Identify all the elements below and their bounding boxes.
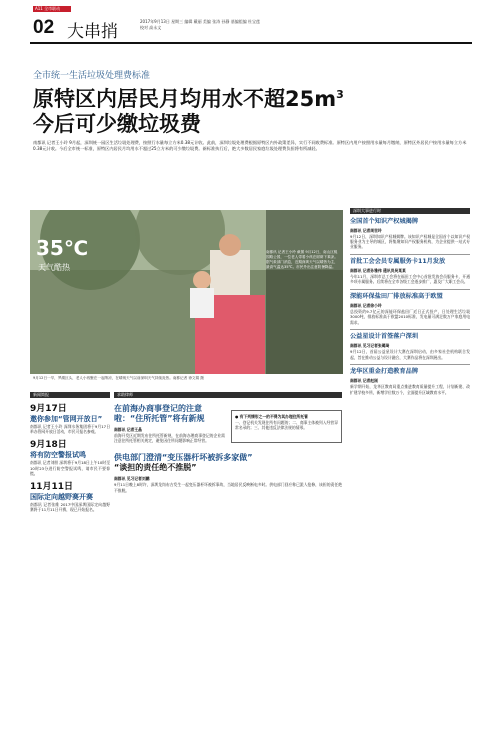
divider	[350, 364, 470, 365]
right-story	[350, 333, 470, 364]
right-story-body: 新学期开始，龙华区教育局重点推进教育质量提升工程，计划新建、改扩建学校多所，新增学位数万个，全面提升区域教育水平。	[350, 384, 470, 395]
divider	[350, 329, 470, 330]
brief-item	[30, 440, 110, 476]
temperature-label: 35℃	[36, 236, 89, 260]
right-story	[350, 258, 470, 289]
section-badge: A11 全市联动·2017	[33, 6, 71, 12]
lead-headline	[33, 82, 344, 137]
brief-title: 将有防空警报试鸣	[30, 451, 86, 460]
right-story-body: 9月12日，深圳知识产权城揭牌。该知识产权城是全国首个以知识产权服务业为主导的城区，将集聚知识产权服务机构，为企业提供一站式专业服务。	[350, 234, 470, 250]
masthead-info: 2017年9月13日 星期三 编辑 戴丽 美编 张涛 孙静 基编组编 杜宝莲 校对 高永文	[140, 19, 260, 30]
photo-side-caption: 南都讯 记者王小玲 截图 9月12日，南山区桃园路公园，一位老人带着小孩在树荫下乘凉。据气象部门消息，近期深圳天气以晴热为主，最高气温达35℃。市民外出注意防暑降温。	[266, 250, 338, 269]
divider	[350, 254, 470, 255]
brief-date: 11月11日	[30, 482, 74, 493]
right-story-byline: 南都讯 记者徐小玲	[350, 303, 382, 309]
left-column	[30, 392, 110, 512]
brief-title: 国际定向越野赛开赛	[30, 493, 93, 502]
right-story	[350, 218, 470, 254]
right-story-title: 龙华区重金打造教育品牌	[350, 368, 419, 376]
info-box-body: 一、登记机关发现住所有问题的；二、商事主体被列入经营异常名录的；三、其他违反法律法规的情形。	[234, 420, 338, 431]
brief-item	[30, 482, 110, 512]
headline-superscript: 3	[336, 88, 344, 101]
lead-body: 南都讯 记者王小玲 9月起，深圳统一园区生活垃圾处理费，按照行水量每立方米0.38元计收。此前，深圳垃圾处理费根据原特区内外政策差异，实行不同收费标准。原特区内用户按照用水量每月缴纳，原特区外居民户按用水量每立方米0.38元计收。今后全市统一标准，原特区内居民月均用水不超过25立方米的可少缴垃圾费。新标准执行后，绝大多数居民家庭垃圾处理费负担将有所减轻。	[33, 140, 467, 151]
right-story-byline: 南都讯 记者孙雅伟 通讯员吴某某	[350, 268, 406, 274]
story-byline: 南都讯 记者王晶	[114, 427, 142, 432]
middle-column	[114, 392, 342, 493]
right-column-band: 深圳大事进行时	[350, 208, 470, 214]
headline-line-1: 原特区内居民月均用水不超25m	[33, 87, 337, 111]
brief-date: 9月18日	[30, 440, 67, 451]
lead-photo	[30, 210, 343, 374]
brief-body: 南都讯 记者王小玲 深圳水务集团将于9月17日举办管网开放日活动，市民可报名参观。	[30, 424, 110, 435]
page-header	[0, 0, 499, 44]
brief-body: 南都讯 记者张维 2017中国深圳国际定向越野赛将于11月11日开赛，现已开始报名。	[30, 502, 110, 513]
page-number: 02	[33, 17, 55, 38]
lead-kicker: 全市统一生活垃圾处理费标准	[33, 71, 151, 81]
photo-illustration	[30, 210, 343, 374]
brief-date: 9月17日	[30, 404, 67, 414]
header-rule	[30, 42, 472, 44]
right-story-title: 首批工会会员专属服务卡11月发放	[350, 258, 446, 266]
page-title: 大串捎	[67, 22, 118, 42]
right-story	[350, 293, 470, 329]
story-body: 前海开发区近期发布住所托管新规，在前海办理商事登记的企业需注意住所托管相关规定，避免因住所问题影响正常经营。	[114, 433, 225, 444]
info-box	[231, 410, 342, 443]
right-story-title: 全国首个知识产权城揭牌	[350, 218, 419, 225]
right-story-body: 总投资约9.7亿元的深能环保盐田厂近日正式投产，日处理生活垃圾3000吨，排放标准高于欧盟2010标准，发电量可满足数万户家庭用电需求。	[350, 309, 470, 325]
right-story-title: 深能环保盐田厂排放标准高于欧盟	[350, 293, 443, 301]
info-box-title: ● 有下列情形之一的不得为其办理住所托管	[234, 414, 308, 419]
right-story-byline: 南都讯 记者赵刚	[350, 378, 378, 384]
right-story-byline: 南都讯 见习记者张璐琦	[350, 343, 390, 349]
headline-line-2: 今后可少缴垃圾费	[33, 112, 201, 136]
photo-caption: 9月12日一早，罗湖区头，老人小孩聚在一起纳凉，在晴朗天气以前深圳天气持续炎热。南都记者 徐文娟 摄	[33, 376, 204, 380]
story-title: 供电部门澄清“变压器杆坏被拆多家做”	[114, 453, 253, 463]
brief-item	[30, 404, 110, 434]
right-story-body: 今年11月，深圳市总工会将在福田工会中心首批发放会员服务卡，开通多项专属服务。后续将在全市各级工会逐步推广，惠及广大职工会员。	[350, 274, 470, 285]
story-title: 在前海办商事登记的注意啦：“住所托管”将有新规	[114, 404, 205, 423]
brief-title: 邀你参加“管网开放日”	[30, 415, 103, 423]
right-story-body: 9月12日，首届公益星设计大赛在深圳启动，由多家社会机构联合发起，旨在推动公益与设计融合，大赛作品将在深圳展出。	[350, 349, 470, 360]
right-story-title: 公益星设计首签落户深圳	[350, 333, 419, 341]
story-subtitle: “谈担的责任绝不推脱”	[114, 463, 197, 473]
story-byline: 南都讯 见习记者刘鹏	[114, 476, 150, 482]
story-body: 9月11日晚上8时许，深圳龙岗布吉发生一起变压器杆坏被拆事故，当地居民反映断电多时。供电部门回应称已派人抢修，该担的责任绝不推脱。	[114, 482, 342, 493]
left-column-band: 新闻简报	[30, 392, 110, 398]
brief-body: 南都讯 记者刘朋 深圳将于9月18日上午10时至10时23分进行防空警报试鸣，请市民不要惊慌。	[30, 460, 110, 476]
right-story	[350, 368, 470, 394]
weather-label: 天气酷热	[38, 263, 70, 272]
right-story-byline: 南都讯 记者周世玲	[350, 228, 382, 233]
divider	[350, 289, 470, 290]
middle-column-band: 求助律师	[114, 392, 342, 398]
right-column	[350, 208, 470, 395]
